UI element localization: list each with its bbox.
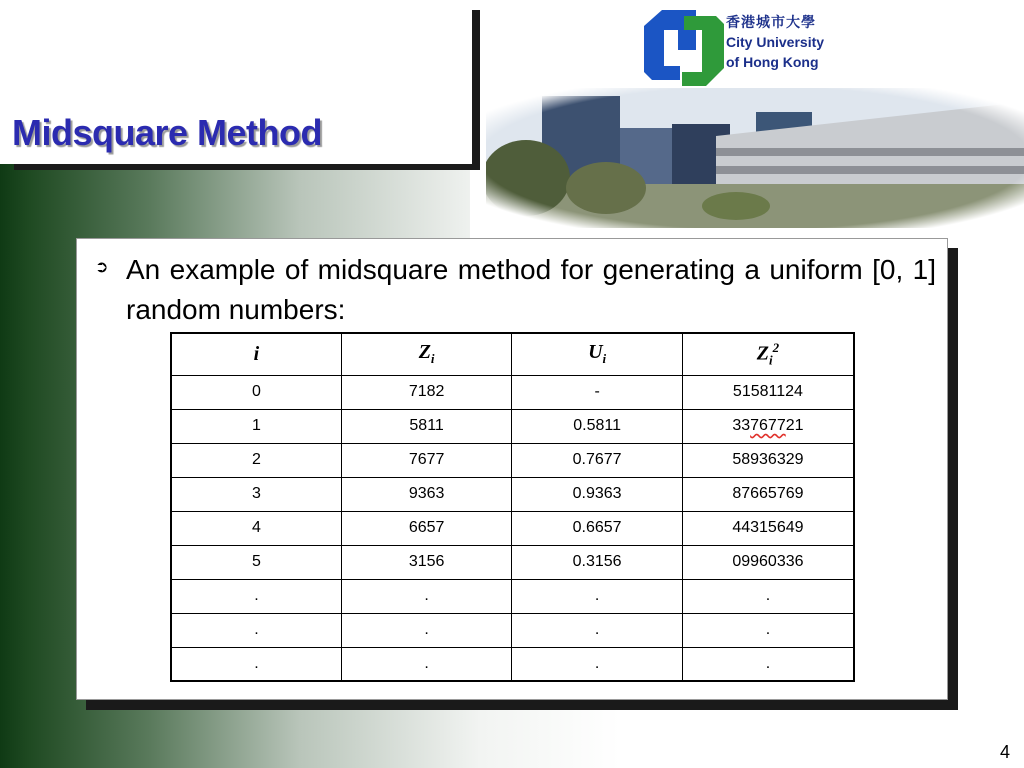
cell-i: 5 — [171, 545, 341, 579]
cell-z: 5811 — [341, 409, 511, 443]
cell-z-squared: 58936329 — [682, 443, 854, 477]
table-row — [171, 579, 854, 613]
cell-z: . — [341, 647, 511, 681]
cell-z-squared: 87665769 — [682, 477, 854, 511]
cell-i: 3 — [171, 477, 341, 511]
midsquare-table — [170, 332, 855, 682]
table-row — [171, 477, 854, 511]
campus-photo — [486, 88, 1024, 228]
cell-z: 6657 — [341, 511, 511, 545]
cell-z: 9363 — [341, 477, 511, 511]
cell-u: . — [512, 613, 683, 647]
cell-z: 3156 — [341, 545, 511, 579]
cell-z-squared: 51581124 — [682, 375, 854, 409]
cell-z: . — [341, 579, 511, 613]
cell-z-squared: . — [682, 647, 854, 681]
table-row — [171, 647, 854, 681]
cell-i: 4 — [171, 511, 341, 545]
cell-z-squared: 33767721 — [682, 409, 854, 443]
header-i: i — [171, 333, 341, 375]
cell-z-squared: 44315649 — [682, 511, 854, 545]
cell-u: 0.9363 — [512, 477, 683, 511]
header-u: $U_i$ — [512, 333, 683, 375]
table-row — [171, 409, 854, 443]
table-row — [171, 511, 854, 545]
cell-z-squared: . — [682, 579, 854, 613]
cell-u: 0.3156 — [512, 545, 683, 579]
cell-z: 7677 — [341, 443, 511, 477]
cell-z-squared: 09960336 — [682, 545, 854, 579]
table-row — [171, 545, 854, 579]
cell-u: . — [512, 647, 683, 681]
cell-u: . — [512, 579, 683, 613]
university-emblem-icon — [644, 10, 724, 86]
page-number: 4 — [1000, 742, 1011, 762]
cell-z: 7182 — [341, 375, 511, 409]
middle-digits-highlight: 7677 — [750, 417, 786, 434]
cell-i: 1 — [171, 409, 341, 443]
logo-chinese-name: 香港城市大學 — [726, 14, 816, 30]
cell-u: 0.7677 — [512, 443, 683, 477]
logo-english-line1: City University — [726, 34, 825, 50]
table-row — [171, 443, 854, 477]
table-row — [171, 375, 854, 409]
cell-z: . — [341, 613, 511, 647]
cell-i: . — [171, 647, 341, 681]
cell-u: - — [512, 375, 683, 409]
table-header-row — [171, 333, 854, 375]
table-row — [171, 613, 854, 647]
logo-wordmark — [726, 12, 824, 72]
logo-english-line2: of Hong Kong — [726, 54, 819, 70]
cell-i: 2 — [171, 443, 341, 477]
cell-u: 0.6657 — [512, 511, 683, 545]
cell-z-squared: . — [682, 613, 854, 647]
cell-i: . — [171, 579, 341, 613]
bullet-text: An example of midsquare method for generating a uniform [0, 1] random numbers: — [126, 254, 936, 325]
bullet-arrow-icon: ➲ — [95, 257, 109, 276]
slide-title: Midsquare Method — [12, 112, 323, 153]
cell-i: 0 — [171, 375, 341, 409]
cell-i: . — [171, 613, 341, 647]
header-z-squared: $Z_i^2$ — [682, 333, 854, 375]
header-z: $Z_i$ — [341, 333, 511, 375]
cell-u: 0.5811 — [512, 409, 683, 443]
